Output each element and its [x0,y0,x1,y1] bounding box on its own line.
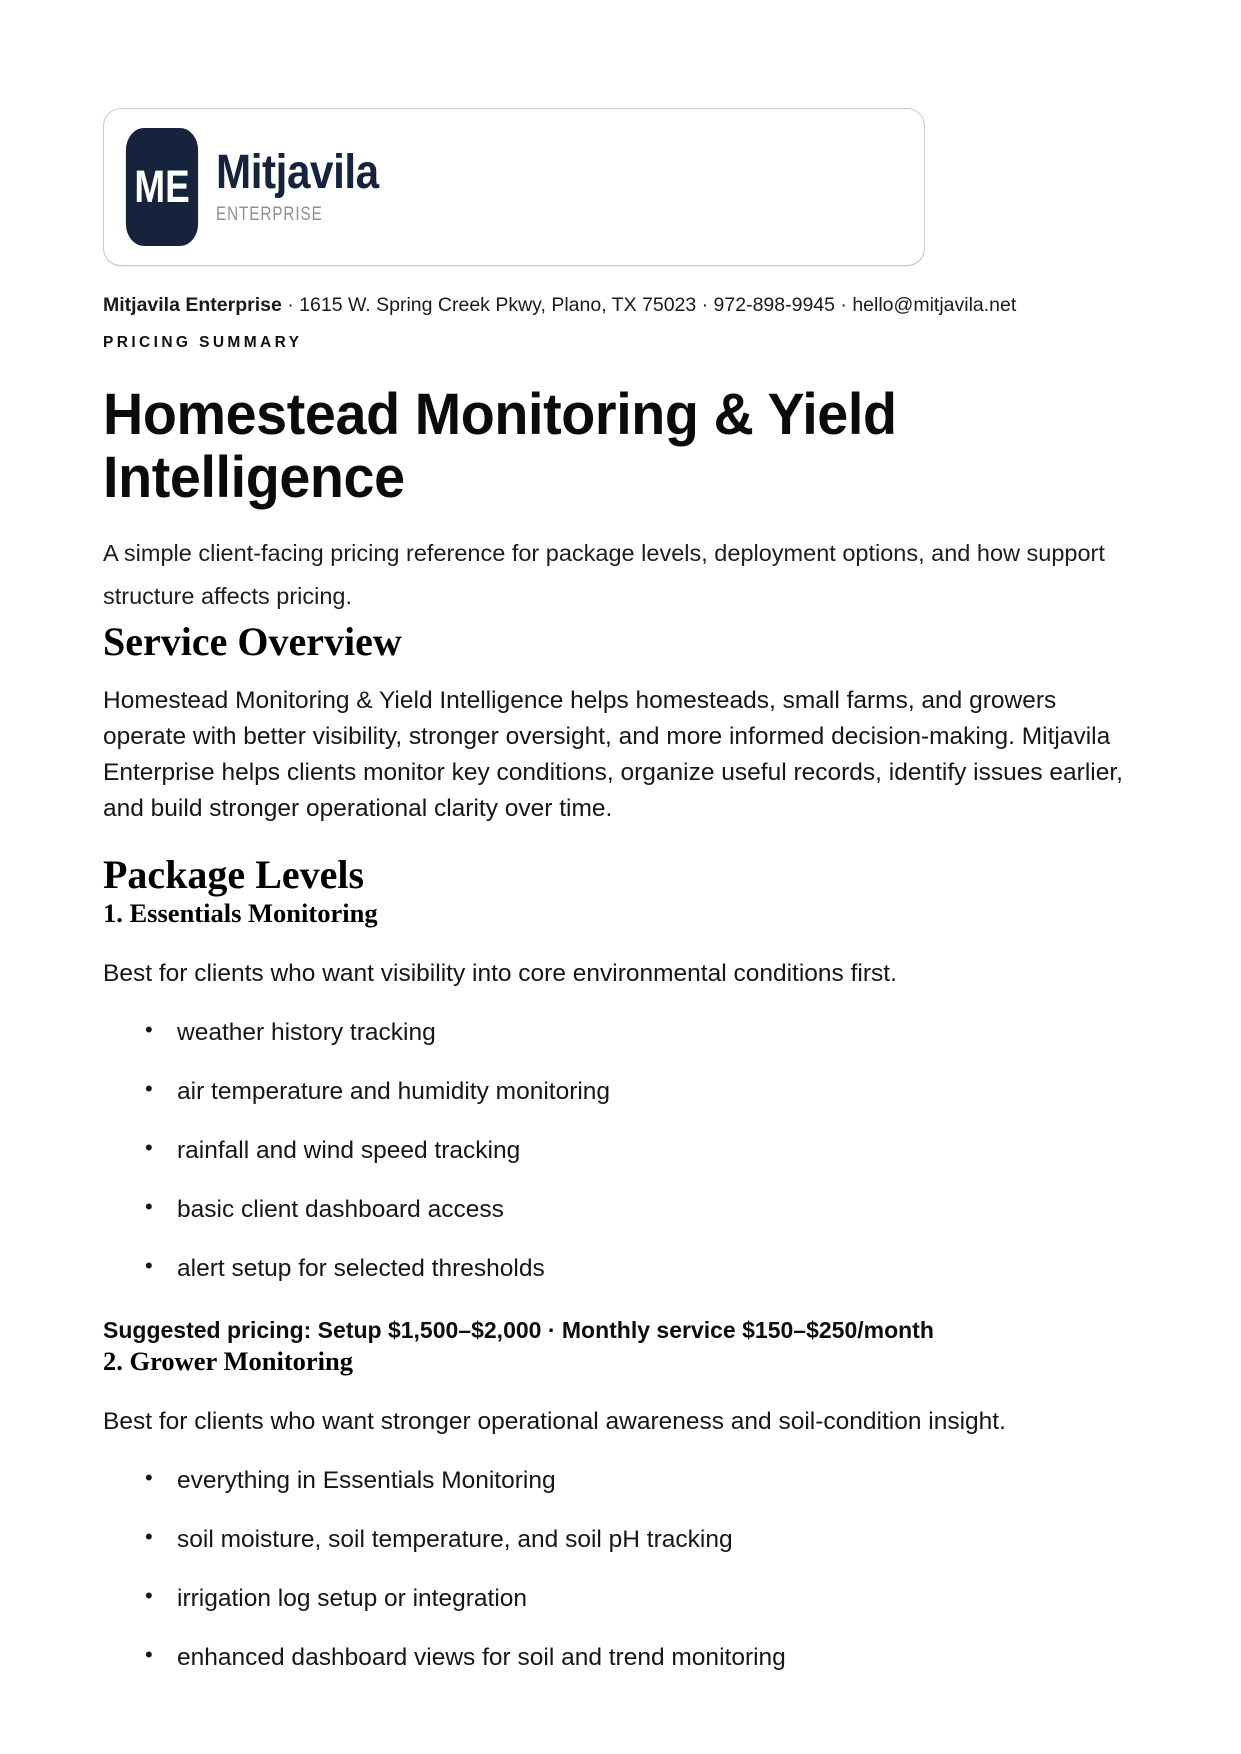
list-item [145,1641,1138,1674]
bullet-icon: • [145,1194,153,1219]
pricing-line-essentials: Suggested pricing: Setup $1,500–$2,000 · Monthly service $150–$250/month [103,1317,934,1344]
bullet-icon: • [145,1583,153,1609]
list-item-label: basic client dashboard access [177,1196,504,1223]
feature-list-grower [103,1464,1138,1674]
feature-list-essentials [103,1016,1138,1285]
document-content-column [103,0,1138,1674]
section-heading-service-overview: Service Overview [103,618,402,664]
list-item-label: enhanced dashboard views for soil and trend monitoring [177,1644,786,1672]
bullet-icon: • [145,1075,153,1101]
document-eyebrow-label: PRICING SUMMARY [103,334,303,352]
list-item [145,1075,1138,1108]
package-heading-essentials: 1. Essentials Monitoring [103,898,378,928]
list-item-label: weather history tracking [177,1018,436,1046]
package-lead-grower: Best for clients who want stronger operational awareness and soil-condition insight. [103,1407,1006,1435]
bullet-icon: • [145,1464,153,1490]
bullet-icon: • [145,1642,153,1668]
list-item [145,1464,1138,1497]
list-item [145,1252,1138,1285]
brand-tagline: ENTERPRISE [216,203,323,225]
list-item [145,1523,1138,1556]
page-subtitle: A simple client-facing pricing reference for package levels, deployment options, and how support structure affects pricing. [103,539,1105,610]
section-heading-package-levels: Package Levels [103,852,365,897]
list-item-label: air temperature and humidity monitoring [177,1077,611,1105]
list-item-label: soil moisture, soil temperature, and soil pH tracking [177,1526,733,1554]
service-overview-body: Homestead Monitoring & Yield Intelligence helps homesteads, small farms, and growers operate with better visibility, stronger oversight, and more informed decision-making. Mitjavila Enterprise helps clients monitor key conditions, organize useful records, identify issues earlier, and build stronger operational clarity over time. [103,686,1123,823]
list-item-label: alert setup for selected thresholds [177,1255,545,1283]
brand-monogram-logo: ME [126,128,198,246]
page-title: Homestead Monitoring & Yield Intelligence [103,382,897,510]
bullet-icon: • [145,1524,153,1550]
contact-org-name: Mitjavila Enterprise [103,294,282,316]
bullet-icon: • [145,1134,153,1160]
list-item-label: irrigation log setup or integration [177,1585,528,1613]
list-item-label: rainfall and wind speed tracking [177,1136,521,1164]
bullet-icon: • [145,1016,153,1042]
list-item-label: everything in Essentials Monitoring [177,1466,556,1494]
brand-wordmark [216,145,401,226]
list-item [145,1134,1138,1167]
package-heading-grower: 2. Grower Monitoring [103,1346,354,1377]
letterhead-card [103,108,925,266]
list-item [145,1016,1138,1049]
bullet-icon: • [145,1253,153,1279]
list-item [145,1193,1138,1226]
package-lead-essentials: Best for clients who want visibility into core environmental conditions first. [103,959,897,987]
brand-name: Mitjavila [216,145,379,199]
contact-details: · 1615 W. Spring Creek Pkwy, Plano, TX 75023 · 972-898-9945 · hello@mitjavila.net [281,294,1017,316]
list-item [145,1582,1138,1615]
contact-line [103,292,1138,318]
